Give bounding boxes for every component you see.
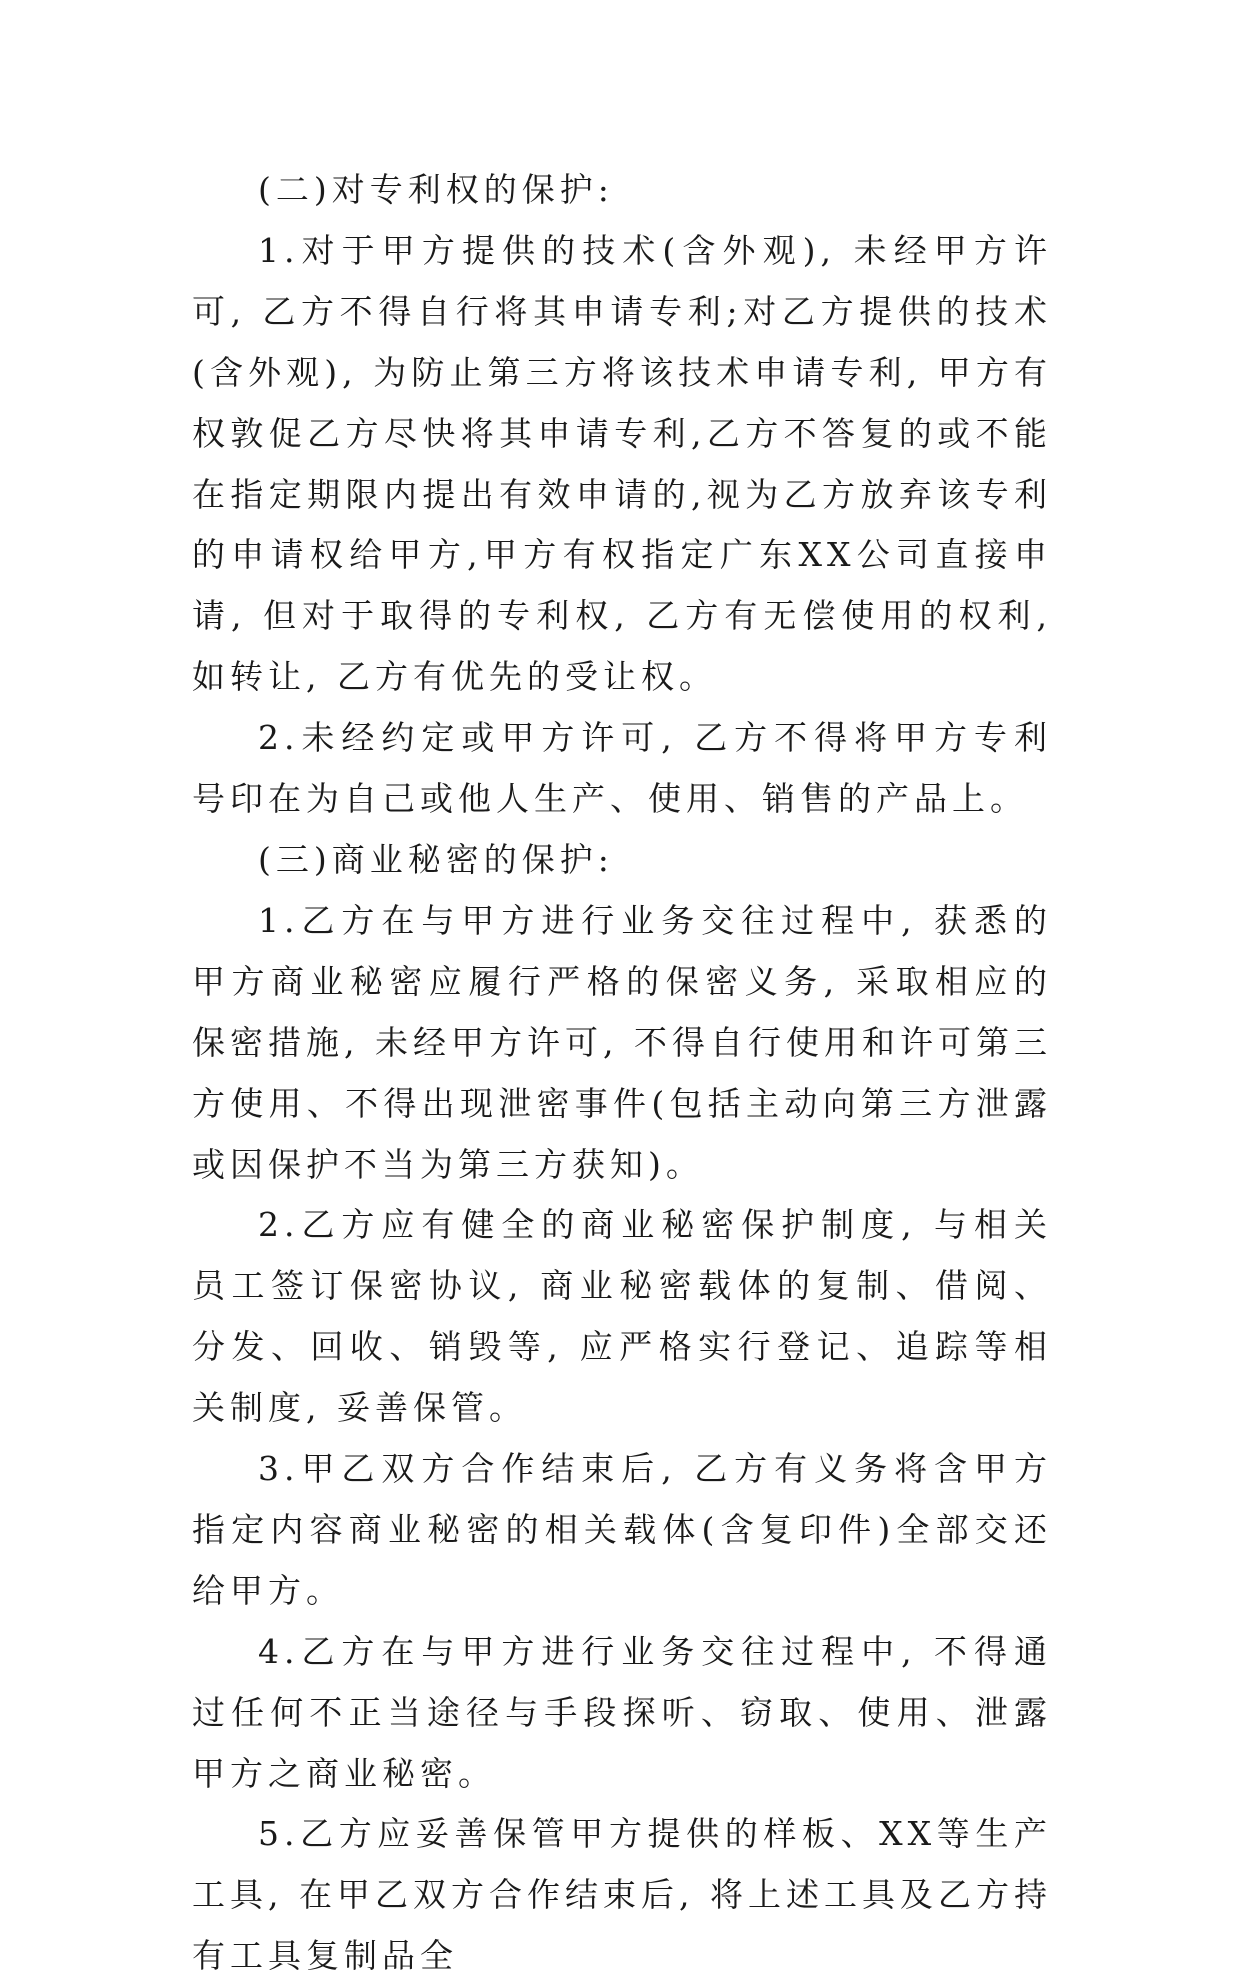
- paragraph-secret-4: 4.乙方在与甲方进行业务交往过程中, 不得通过任何不正当途径与手段探听、窃取、使用、泄露甲方之商业秘密。: [192, 1631, 1052, 1793]
- paragraph-secret-3: 3.甲乙双方合作结束后, 乙方有义务将含甲方指定内容商业秘密的相关载体(含复印件)全部交还给甲方。: [192, 1449, 1052, 1610]
- paragraph-patent-1: 1.对于甲方提供的技术(含外观), 未经甲方许可, 乙方不得自行将其申请专利;对乙方提供的技术(含外观), 为防止第三方将该技术申请专利, 甲方有权敦促乙方尽快将其申请专利,乙方不答复的或不能在指定期限内提出有效申请的,视为乙方放弃该专利的申请权给甲方,甲方有权指定广东XX公司直接申请, 但对于取得的专利权, 乙方有无偿使用的权利, 如转让, 乙方有优先的受让权。: [192, 230, 1052, 697]
- heading-patent-protection: (二)对专利权的保护:: [258, 170, 614, 209]
- heading-trade-secret-protection: (三)商业秘密的保护:: [258, 839, 614, 879]
- paragraph-secret-2: 2.乙方应有健全的商业秘密保护制度, 与相关员工签订保密协议, 商业秘密载体的复制、借阅、分发、回收、销毁等, 应严格实行登记、追踪等相关制度, 妥善保管。: [192, 1205, 1052, 1428]
- paragraph-secret-1: 1.乙方在与甲方进行业务交往过程中, 获悉的甲方商业秘密应履行严格的保密义务, 采取相应的保密措施, 未经甲方许可, 不得自行使用和许可第三方使用、不得出现泄密事件(包括主动向第三方泄露或因保护不当为第三方获知)。: [192, 900, 1052, 1184]
- paragraph-secret-5: 5.乙方应妥善保管甲方提供的样板、XX等生产工具, 在甲乙双方合作结束后, 将上述工具及乙方持有工具复制品全: [192, 1814, 1052, 1976]
- paragraph-patent-2: 2.未经约定或甲方许可, 乙方不得将甲方专利号印在为自己或他人生产、使用、销售的产品上。: [192, 718, 1052, 819]
- document-page: [192, 160, 1052, 1987]
